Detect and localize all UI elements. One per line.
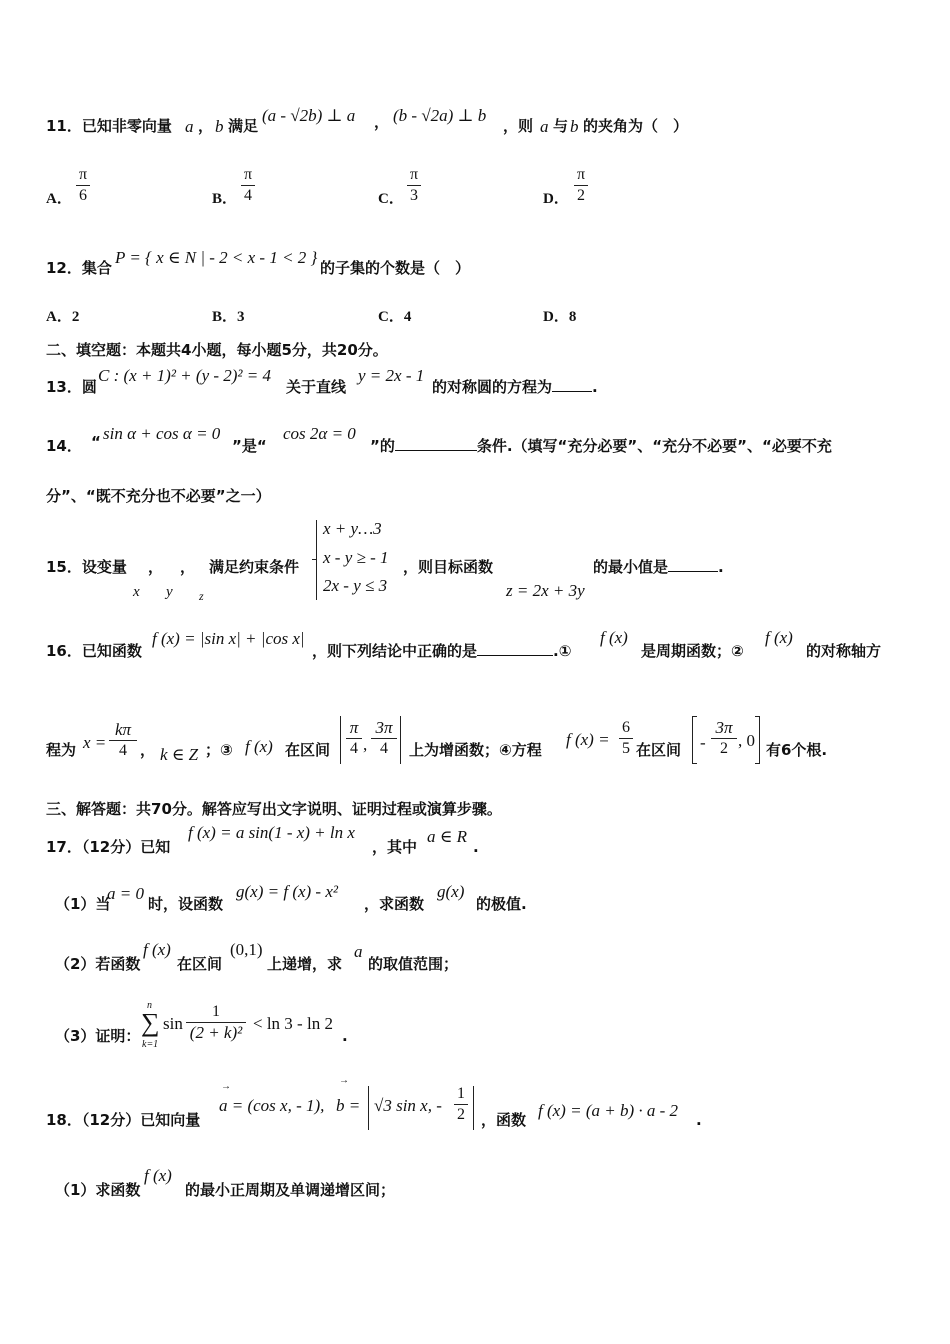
q18-paren-right [473,1086,474,1130]
q13-text: 圆 [81,378,97,396]
q15-line [46,557,127,577]
q16-bracket-left-bottom [692,763,697,764]
q16-fx-3: f (x) [245,737,273,756]
q18-vec-arrow-b: → [339,1075,349,1086]
q11-condition-1: (a - √2b) ⊥ a [262,106,356,125]
q14-number: 14． [46,437,82,455]
q15-var-z: z [199,589,204,603]
q11-option-b-label: B． [212,191,238,207]
q17-number: 17．（12分）已知 [46,838,171,856]
q18-text-function: ，函数 [481,1111,527,1129]
q14-text-is: ”是“ [232,437,267,455]
q16-line [46,641,142,661]
q16-bracket-right-top [755,716,760,717]
q13-answer-blank[interactable] [552,391,592,392]
q16-bracket-right [759,716,760,764]
q11-option-c-fraction: $\frac{\pi}{3}$ [407,165,421,206]
q11-option-d-fraction: $\frac{\pi}{2}$ [574,165,588,206]
q16-text: 已知函数 [81,642,142,660]
q11-vec-a: a [185,117,194,136]
q11-number: 11． [46,117,82,135]
q16-interval-2-end: , 0 [738,731,755,750]
q16-interval-2-start: $\frac{3\pi}{2}$ [711,718,737,759]
q18-period: . [696,1111,702,1129]
q16-text-increasing: 上为增函数；④方程 [409,741,542,759]
q18-number: 18．（12分）已知向量 [46,1111,201,1129]
q11-vec-b-2: b [570,117,579,136]
q16-line-2-text: 程为 [46,741,77,759]
q16-text-axis: 的对称轴方 [806,642,882,660]
q16-interval-2-minus: - [700,733,706,752]
q14-expression-2: cos 2α = 0 [283,424,356,443]
q15-constraint-1: x + y…3 [323,519,382,538]
q11-vec-a-2: a [540,117,549,136]
q17-part-1-g-2: g(x) [437,882,465,901]
q17-function: f (x) = a sin(1 - x) + ln x [188,823,355,842]
q11-text-and: 与 [553,117,569,135]
q15-system-brace [316,520,317,600]
q17-part-1-label: （1）当 [55,895,111,913]
q15-var-y: y [166,584,173,600]
q17-part-2-text-2: 上递增，求 [267,955,343,973]
q11-condition-2: (b - √2a) ⊥ b [393,106,487,125]
q12-option-c: C．4 [378,309,412,325]
q17-part-2-a: a [354,942,363,961]
q16-interval-1-start: $\frac{\pi}{4}$ [346,718,362,759]
q11-option-a-fraction: $\frac{\pi}{6}$ [76,165,90,206]
q16-function: f (x) = |sin x| + |cos x| [152,629,305,648]
q16-axis-fraction: $\frac{k\pi}{4}$ [109,720,137,761]
q13-line [46,377,97,397]
q11-text-angle: 的夹角为（ ） [583,117,689,135]
q16-paren-right [400,716,401,764]
q12-text: 集合 [81,259,112,277]
q17-condition: a ∈ R [427,827,467,846]
q16-fx-2: f (x) [765,628,793,647]
q11-option-c-label: C． [378,191,404,207]
q17-part-3-period: . [342,1027,348,1045]
q16-text-roots: 有6个根. [766,741,828,759]
section-3-heading: 三、解答题：共70分。解答应写出文字说明、证明过程或演算步骤。 [46,800,502,818]
q12-option-a: A．2 [46,309,80,325]
q16-text-3: ；③ [205,741,233,759]
q12-text-subsets: 的子集的个数是（ ） [320,259,471,277]
q16-text-periodic: 是周期函数；② [641,642,744,660]
q16-number: 16． [46,642,82,660]
section-2-heading: 二、填空题：本题共4小题，每小题5分，共20分。 [46,341,388,359]
q16-comma: ， [140,741,156,759]
q15-constraint-3: 2x - y ≤ 3 [323,576,388,595]
q14-expression-1: sin α + cos α = 0 [103,424,221,443]
q11-line [46,116,172,136]
q14-text-condition: ”的 条件.（填写“充分必要”、“充分不必要”、“必要不充 [370,437,832,455]
q13-text-about-line: 关于直线 [286,378,347,396]
q12-set-expression: P = { x ∈ N | - 2 < x - 1 < 2 } [115,248,318,267]
q16-paren-left [340,716,341,764]
q16-interval-1-comma: , [363,735,368,754]
q18-paren-left [368,1086,369,1130]
q11-option-d-label: D． [543,191,569,207]
q12-option-d: D．8 [543,309,577,325]
q15-number: 15． [46,558,82,576]
q17-part-1-text-3: 的极值. [476,895,527,913]
q13-text-answer: 的对称圆的方程为 . [432,378,598,396]
q15-brace-tip [312,559,317,560]
q12-number: 12． [46,259,82,277]
q16-bracket-left-top [692,716,697,717]
q16-text-conclusions: ，则下列结论中正确的是 .① [312,642,572,660]
q17-sum-fraction: $\frac{1}{\text{(2 + k)²}}$ [186,1002,246,1043]
q11-option-b-fraction: $\frac{\pi}{4}$ [241,165,255,206]
q18-function: f (x) = (a + b) · a - 2 [538,1101,679,1120]
q17-part-3-label: （3）证明： [55,1027,141,1045]
q16-interval-1-end: $\frac{3\pi}{4}$ [371,718,397,759]
q17-part-1-text-2: ，求函数 [364,895,425,913]
q15-text-min: 的最小值是 . [593,558,724,576]
q12-option-b: B．3 [212,309,245,325]
q17-sin: sin [163,1014,183,1033]
q15-text-constraints: 满足约束条件 [209,558,300,576]
q15-text: 设变量 [81,558,127,576]
q18-part-1-label: （1）求函数 [55,1181,141,1199]
q18-half-fraction: $\frac{1}{2}$ [454,1084,468,1125]
q17-inequality-rhs: < ln 3 - ln 2 [253,1014,333,1033]
q14-answer-blank[interactable] [395,450,477,451]
q17-text-where: ，其中 [372,838,418,856]
q18-vector-b: b = [336,1096,361,1115]
q11-vec-b: b [215,117,224,136]
q17-sum-lower: k=1 [142,1039,159,1050]
q11-text-then: ，则 [503,117,534,135]
q16-equation-fraction: $\frac{6}{5}$ [619,718,633,759]
q13-number: 13． [46,378,82,396]
q17-part-1-text: 时，设函数 [148,895,224,913]
q14-quote-open: “ [91,433,101,451]
q11-option-a-label: A． [46,191,72,207]
q17-period: . [473,838,479,856]
q17-part-1-a: a = 0 [107,884,144,903]
q12-line [46,258,112,278]
q17-part-2-f: f (x) [143,940,171,959]
q18-vec-arrow-a: → [221,1081,231,1092]
q14-line-2: 分”、“既不充分也不必要”之一） [46,487,271,505]
q16-text-interval: 在区间 [285,741,331,759]
q15-objective-function: z = 2x + 3y [506,581,585,600]
q13-circle-equation: C : (x + 1)² + (y - 2)² = 4 [98,366,272,385]
q17-part-2-interval: (0,1) [230,940,263,959]
q13-line-equation: y = 2x - 1 [358,366,425,385]
q16-bracket-left [692,716,693,764]
q17-part-2-label: （2）若函数 [55,955,141,973]
q18-part-1-f: f (x) [144,1166,172,1185]
q15-text-objective: ，则目标函数 [403,558,494,576]
q15-answer-blank[interactable] [668,571,718,572]
q11-comma: ， [198,117,214,135]
q15-comma-2: ， [180,558,196,576]
q17-part-2-text: 在区间 [177,955,223,973]
q17-sum-symbol: ∑ [141,1008,160,1037]
q17-part-2-text-3: 的取值范围； [368,955,459,973]
q16-axis-lhs: x = [83,733,107,752]
q11-text: 已知非零向量 [81,117,172,135]
q17-part-1-g: g(x) = f (x) - x² [236,882,338,901]
q18-part-1-text: 的最小正周期及单调递增区间； [185,1181,396,1199]
q15-comma-1: ， [148,558,164,576]
q16-answer-blank[interactable] [477,655,553,656]
q16-fx-1: f (x) [600,628,628,647]
q11-text-satisfy: 满足 [228,117,259,135]
q17-sum-upper: n [147,1000,152,1011]
q15-constraint-2: x - y ≥ - 1 [323,548,389,567]
q16-fx-equation: f (x) = [566,730,610,749]
q11-comma-2: ， [374,113,390,131]
q16-bracket-right-bottom [755,763,760,764]
q18-vector-b-value: √3 sin x, - [374,1096,442,1115]
q15-var-x: x [133,584,140,600]
q18-vector-a: a = (cos x, - 1), [219,1096,325,1115]
q16-text-interval-2: 在区间 [636,741,682,759]
q16-k-in-z: k ∈ Z [160,745,199,764]
